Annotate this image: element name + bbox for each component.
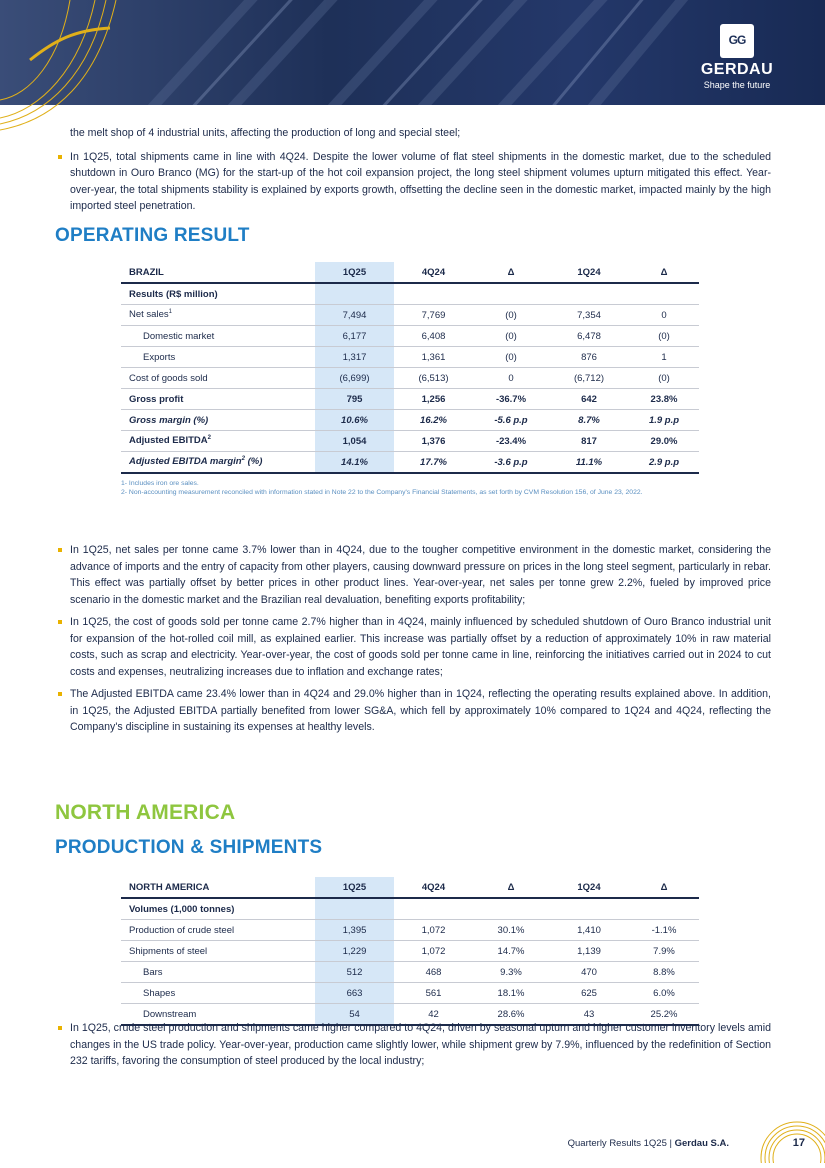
gerdau-logo-icon: GG	[720, 24, 754, 58]
table-row: Shipments of steel 1,229 1,072 14.7% 1,139 7.9%	[121, 941, 699, 962]
north-america-bullets	[55, 1020, 771, 1076]
gerdau-logo	[697, 24, 777, 90]
logo-name: GERDAU	[700, 61, 774, 78]
col-header-delta-yoy: Δ	[629, 262, 699, 283]
footnote-1: 1- Includes iron ore sales.	[121, 480, 199, 487]
operating-result-heading: OPERATING RESULT	[55, 225, 250, 246]
footer-text	[568, 1138, 729, 1149]
footer-separator: |	[669, 1138, 672, 1149]
operating-result-bullets	[55, 542, 771, 742]
bullet-adjusted-ebitda: The Adjusted EBITDA came 23.4% lower than in 4Q24 and 29.0% higher than in 1Q24, reflecting the operating results explained above. In addition, in 1Q25, the Adjusted EBITDA partially benefited from lower SG&A, which fell by approximately 10% compared to 1Q24 and 4Q24, reflecting the Company's discipline in sustaining its expenses at healthy levels.	[55, 686, 771, 736]
table-row: Exports 1,317 1,361 (0) 876 1	[121, 347, 699, 368]
col-header-delta-qoq: Δ	[473, 262, 549, 283]
table-section-row: Volumes (1,000 tonnes)	[121, 898, 699, 920]
table-row: Gross profit 795 1,256 -36.7% 642 23.8%	[121, 389, 699, 410]
col-header-4q24: 4Q24	[394, 262, 473, 283]
table-row: Cost of goods sold (6,699) (6,513) 0 (6,712) (0)	[121, 368, 699, 389]
table-row: Adjusted EBITDA$^2$ 1,054 1,376 -23.4% 817 29.0%	[121, 431, 699, 452]
table-row: Domestic market 6,177 6,408 (0) 6,478 (0)	[121, 326, 699, 347]
bullet-production-shipments: In 1Q25, crude steel production and shipments came higher compared to 4Q24, driven by seasonal upturn and higher customer inventory levels amid changes in the US trade policy. Year-over-year, production came slightly lower, while shipment grew by 7.9%, influenced by the redefinition of Section 232 tariffs, favoring the consumption of steel produced by the local industry;	[55, 1020, 771, 1070]
table-header-row	[121, 262, 699, 283]
north-america-volumes-table	[121, 877, 699, 1026]
table-row: Shapes 663 561 18.1% 625 6.0%	[121, 983, 699, 1004]
footnote-2: 2- Non-accounting measurement reconciled with information stated in Note 22 to the Company's Financial Statements, as set forth by CVM Resolution 156, of June 23, 2022.	[121, 489, 643, 496]
intro-section	[55, 125, 771, 221]
col-header-1q24: 1Q24	[549, 262, 629, 283]
col-header-region: BRAZIL	[121, 262, 315, 283]
table-row: Gross margin (%) 10.6% 16.2% -5.6 p.p 8.7% 1.9 p.p	[121, 410, 699, 431]
production-shipments-heading: PRODUCTION & SHIPMENTS	[55, 837, 323, 858]
bullet-cost-of-goods: In 1Q25, the cost of goods sold per tonne came 2.7% higher than in 4Q24, mainly influenced by scheduled shutdown of Ouro Branco industrial unit for expansion of the hot-rolled coil mill, as explained earlier. This increase was partially offset by a reduction of approximately 10% in raw material costs, such as scrap and electricity. Year-over-year, the cost of goods sold per tonne came in line, reinforcing the initiatives carried out in 2024 to cut costs and expenses, neutralizing increases due to inflation and exchange rates;	[55, 614, 771, 680]
footer-report-title: Quarterly Results 1Q25	[567, 1138, 667, 1149]
table-row: Downstream 54 42 28.6% 43 25.2%	[121, 1004, 699, 1026]
table-section-row: Results (R$ million)	[121, 283, 699, 305]
bullet-net-sales: In 1Q25, net sales per tonne came 3.7% lower than in 4Q24, due to the tougher competitive environment in the domestic market, considering the advance of imports and the entry of capacity from other players, causing downward pressure on prices in the long steel segment, particularly in rebar. This effect was partially offset by better prices in other product lines. Year-over-year, net sales per tonne grew 2.2%, fueled by improved price scenario in the domestic market and the Brazilian real devaluation, benefiting exports profitability;	[55, 542, 771, 608]
table-row: Bars 512 468 9.3% 470 8.8%	[121, 962, 699, 983]
footer-company: Gerdau S.A.	[674, 1138, 729, 1149]
table-footnotes	[121, 479, 711, 497]
col-header-1q25: 1Q25	[315, 262, 394, 283]
corner-swirl-decoration	[0, 0, 150, 140]
intro-continuation: the melt shop of 4 industrial units, affecting the production of long and special steel;	[70, 127, 461, 139]
footer-swirl-decoration	[735, 1103, 825, 1163]
table-row: Net sales$^1$ 7,494 7,769 (0) 7,354 0	[121, 305, 699, 326]
page-number: 17	[792, 1137, 805, 1149]
page-footer	[0, 1128, 825, 1168]
logo-tagline: Shape the future	[703, 80, 771, 90]
north-america-heading: NORTH AMERICA	[55, 801, 236, 824]
brazil-results-table	[121, 262, 699, 474]
table-header-row: NORTH AMERICA 1Q25 4Q24 Δ 1Q24 Δ	[121, 877, 699, 898]
table-row: Production of crude steel 1,395 1,072 30.1% 1,410 -1.1%	[121, 920, 699, 941]
intro-bullet: In 1Q25, total shipments came in line with 4Q24. Despite the lower volume of flat steel shipments in the domestic market, due to the scheduled shutdown in Ouro Branco (MG) for the start-up of the hot coil expansion project, the long steel shipment volumes upturn mitigated this effect. Year-over-year, the total shipments stability is explained by exports growth, offsetting the decline seen in the domestic market, impacted mainly by the high imported steel penetration.	[55, 149, 771, 215]
table-row: Adjusted EBITDA margin$^2$ (%) 14.1% 17.7% -3.6 p.p 11.1% 2.9 p.p	[121, 452, 699, 474]
